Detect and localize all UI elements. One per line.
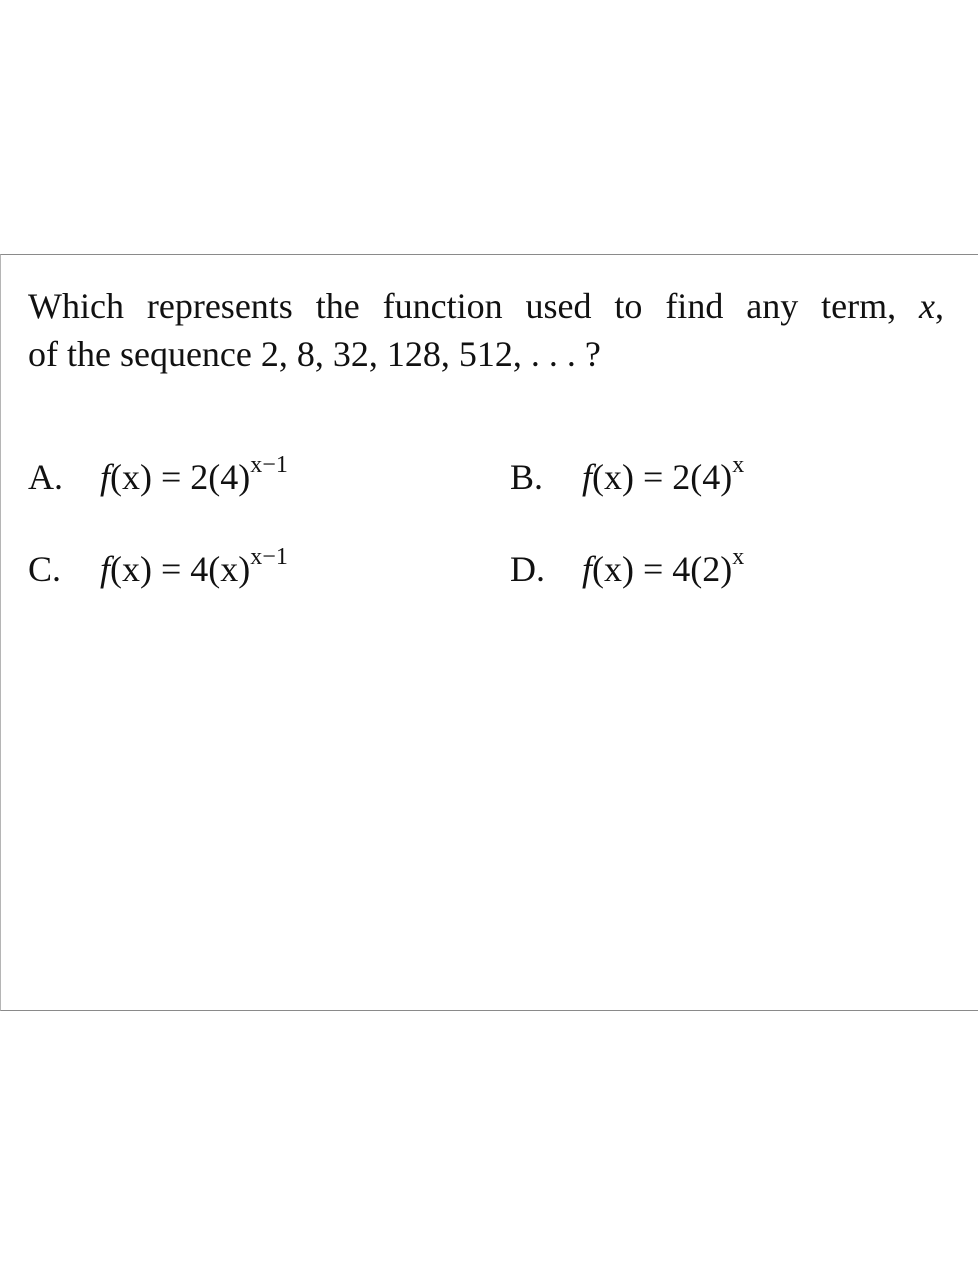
- choice-function-name: f: [582, 549, 593, 589]
- choice-expression: (x) = 4(2): [592, 549, 733, 589]
- question-variable: x: [919, 286, 935, 326]
- choice-function-name: f: [100, 457, 111, 497]
- question-text-1: Which represents the function used to find any term,: [28, 286, 897, 326]
- choice-function-name: f: [582, 457, 593, 497]
- choice-letter: D.: [510, 549, 545, 589]
- choice-expression: (x) = 2(4): [110, 457, 251, 497]
- choice-expression: (x) = 2(4): [592, 457, 733, 497]
- choice-c[interactable]: [28, 544, 288, 591]
- choice-d[interactable]: [510, 544, 745, 591]
- question-card: [0, 254, 978, 1011]
- choice-letter: B.: [510, 457, 544, 497]
- question-line-1: [28, 282, 944, 330]
- choice-function-name: f: [100, 549, 111, 589]
- choice-letter: A.: [28, 457, 63, 497]
- question-comma: ,: [935, 286, 944, 326]
- choice-exponent: x−1: [250, 452, 288, 478]
- choice-exponent: x: [732, 452, 745, 478]
- choice-a[interactable]: [28, 452, 288, 499]
- choice-b[interactable]: [510, 452, 745, 499]
- choice-exponent: x: [732, 544, 745, 570]
- question-line-2: of the sequence 2, 8, 32, 128, 512, . . . ?: [28, 334, 601, 374]
- choice-expression: (x) = 4(x): [110, 549, 251, 589]
- question-stem: [28, 282, 944, 378]
- choice-exponent: x−1: [250, 544, 288, 570]
- choice-letter: C.: [28, 549, 62, 589]
